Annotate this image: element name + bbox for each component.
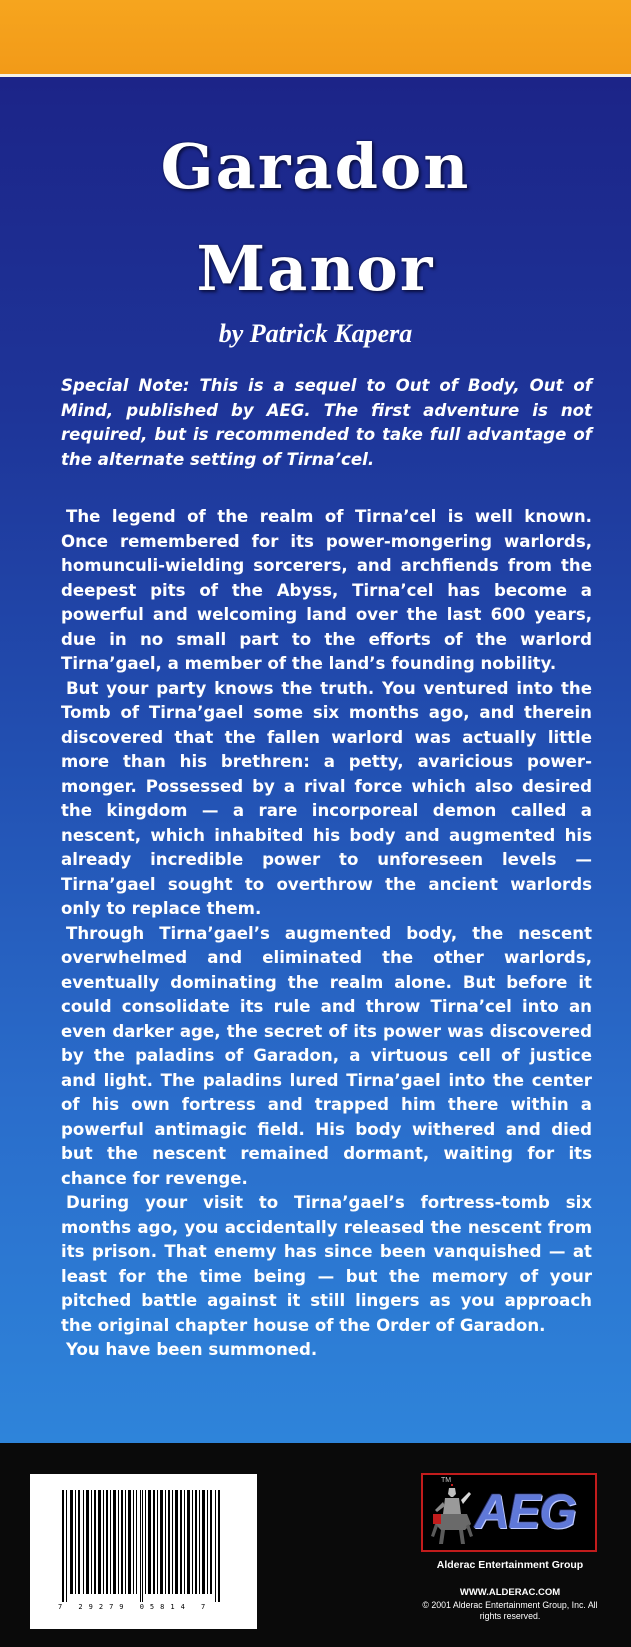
body-paragraph: But your party knows the truth. You ventured into the Tomb of Tirna’gael some six months ago, and therein discovered that the fallen warlord was actually little more than his brethren: a petty, avaricious power-monger. Possessed by a rival force which also desired the kingdom — a rare incorporeal demon called a nescent, which inhabited his body and augmented his already incredible power to unforeseen levels — Tirna’gael sought to overthrow the ancient warlords only to replace them.	[61, 678, 592, 918]
body-paragraph: The legend of the realm of Tirna’cel is well known. Once remembered for its power-mongering warlords, homunculi-wielding sorcerers, and archfiends from the deepest pits of the Abyss, Tirna’cel has become a powerful and welcoming land over the last 600 years, due in no small part to the efforts of the warlord Tirna’gael, a member of the land’s founding nobility.	[61, 507, 592, 673]
barcode-box	[30, 1474, 257, 1629]
barcode-digits: 7 29279 05814 7	[58, 1603, 212, 1611]
main-panel	[0, 77, 631, 1443]
trademark-mark: TM	[441, 1477, 452, 1484]
publisher-name: Alderac Entertainment Group	[436, 1559, 584, 1571]
knight-icon	[429, 1484, 475, 1546]
body-text	[61, 505, 592, 1363]
title-line-1: Garadon	[160, 130, 471, 203]
barcode-icon	[62, 1490, 224, 1602]
bottom-band	[0, 1443, 631, 1647]
copyright-notice: © 2001 Alderac Entertainment Group, Inc. All rights reserved.	[422, 1600, 598, 1621]
author-byline: by Patrick Kapera	[218, 319, 413, 348]
body-paragraph: Through Tirna’gael’s augmented body, the nescent overwhelmed and eliminated the other warlords, eventually dominating the realm alone. But before it could consolidate its rule and throw Tirna’cel into an even darker age, the secret of its power was discovered by the paladins of Garadon, a virtuous cell of justice and light. The paladins lured Tirna’gael into the center of his own fortress and trapped him there within a powerful antimagic field. His body withered and died but the nescent remained dormant, waiting for its chance for revenge.	[61, 923, 592, 1188]
aeg-wordmark: AEG	[475, 1486, 577, 1539]
special-note: Special Note: This is a sequel to Out of Body, Out of Mind, published by AEG. The first adventure is not required, but is recommended to take full advantage of the alternate setting of Tirna’cel.	[61, 376, 592, 469]
aeg-logo	[421, 1473, 597, 1552]
body-paragraph: You have been summoned.	[66, 1340, 318, 1359]
title-line-2: Manor	[196, 232, 435, 305]
top-orange-band	[0, 0, 631, 74]
publisher-url: WWW.ALDERAC.COM	[459, 1587, 561, 1598]
body-paragraph: During your visit to Tirna’gael’s fortress-tomb six months ago, you accidentally released the nescent from its prison. That enemy has since been vanquished — at least for the time being — but the memory of your pitched battle against it still lingers as you approach the original chapter house of the Order of Garadon.	[61, 1193, 592, 1335]
